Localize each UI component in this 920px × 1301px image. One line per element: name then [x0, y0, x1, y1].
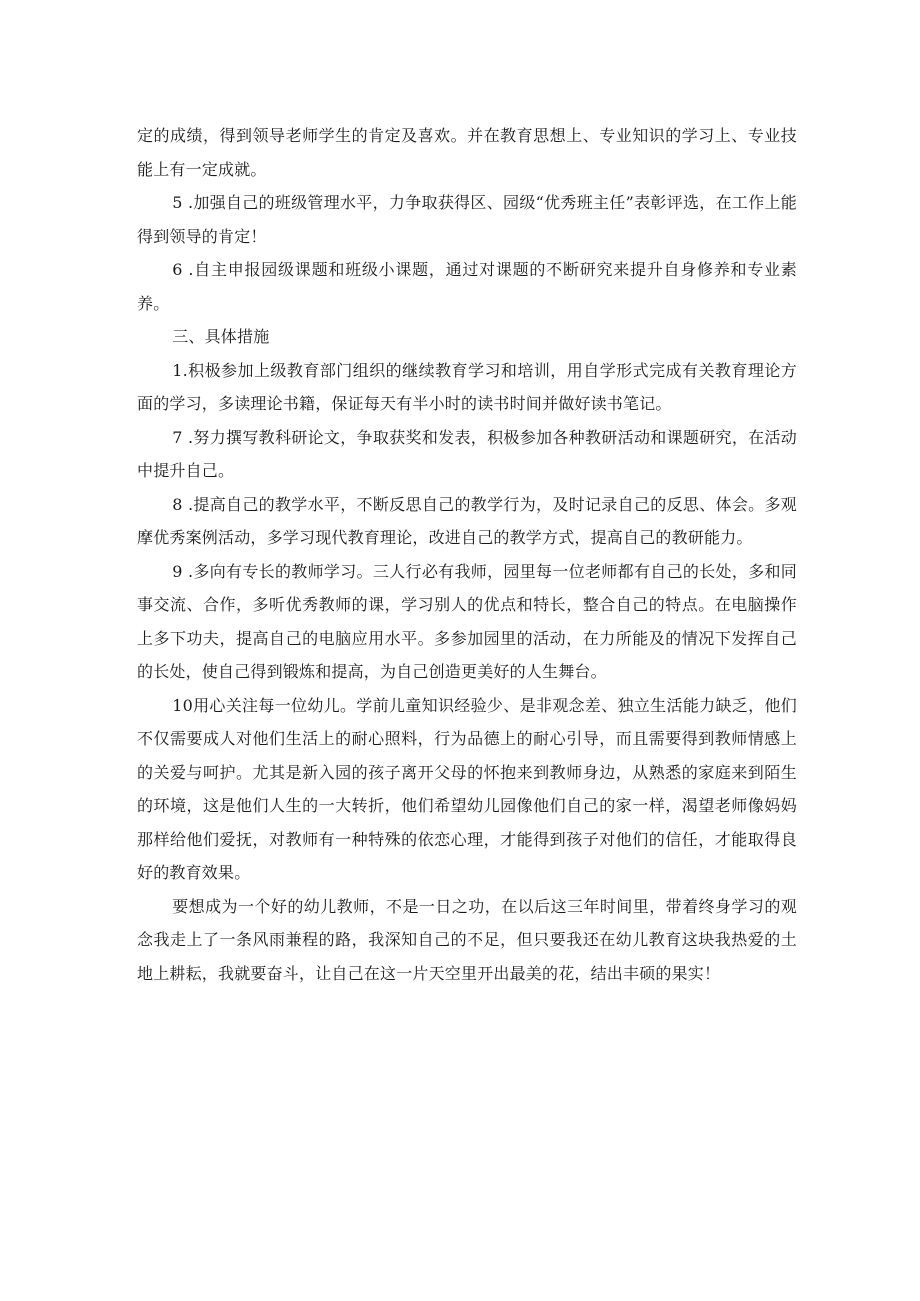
paragraph-conclusion: 要想成为一个好的幼儿教师，不是一日之功，在以后这三年时间里，带着终身学习的观念我走上了一条风雨兼程的路，我深知自己的不足，但只要我还在幼儿教育这块我热爱的土地上耕耘，我就要奋斗，让自己在这一片天空里开出最美的花，结出丰硕的果实！: [137, 896, 797, 983]
paragraph-measure-8: 8 .提高自己的教学水平，不断反思自己的教学行为，及时记录自己的反思、体会。多观摩优秀案例活动，多学习现代教育理论，改进自己的教学方式，提高自己的教研能力。: [137, 494, 797, 547]
paragraph-measure-7: 7 .努力撰写教科研论文，争取获奖和发表，积极参加各种教研活动和课题研究，在活动中提升自己。: [137, 427, 797, 480]
paragraph-measure-9: 9 .多向有专长的教师学习。三人行必有我师，园里每一位老师都有自己的长处，多和同事交流、合作，多听优秀教师的课，学习别人的优点和特长，整合自己的特点。在电脑操作上多下功夫，提高自己的电脑应用水平。多参加园里的活动，在力所能及的情况下发挥自己的长处，使自己得到锻炼和提高，为自己创造更美好的人生舞台。: [137, 561, 797, 681]
document-body: [137, 119, 797, 990]
paragraph-measure-1: 1.积极参加上级教育部门组织的继续教育学习和培训，用自学形式完成有关教育理论方面的学习，多读理论书籍，保证每天有半小时的读书时间并做好读书笔记。: [137, 360, 797, 413]
section-heading-measures: 三、具体措施: [172, 327, 270, 346]
paragraph-continuation: 定的成绩，得到领导老师学生的肯定及喜欢。并在教育思想上、专业知识的学习上、专业技能上有一定成就。: [137, 126, 797, 179]
paragraph-item-6: 6 .自主申报园级课题和班级小课题，通过对课题的不断研究来提升自身修养和专业素养。: [137, 260, 797, 313]
paragraph-measure-10: 10用心关注每一位幼儿。学前儿童知识经验少、是非观念差、独立生活能力缺乏，他们不仅需要成人对他们生活上的耐心照料，行为品德上的耐心引导，而且需要得到教师情感上的关爱与呵护。尤其是新入园的孩子离开父母的怀抱来到教师身边，从熟悉的家庭来到陌生的环境，这是他们人生的一大转折，他们希望幼儿园像他们自己的家一样，渴望老师像妈妈那样给他们爱抚，对教师有一种特殊的依恋心理，才能得到孩子对他们的信任，才能取得良好的教育效果。: [137, 695, 797, 882]
paragraph-item-5: 5 .加强自己的班级管理水平，力争取获得区、园级“优秀班主任”表彰评选，在工作上能得到领导的肯定！: [137, 193, 797, 246]
